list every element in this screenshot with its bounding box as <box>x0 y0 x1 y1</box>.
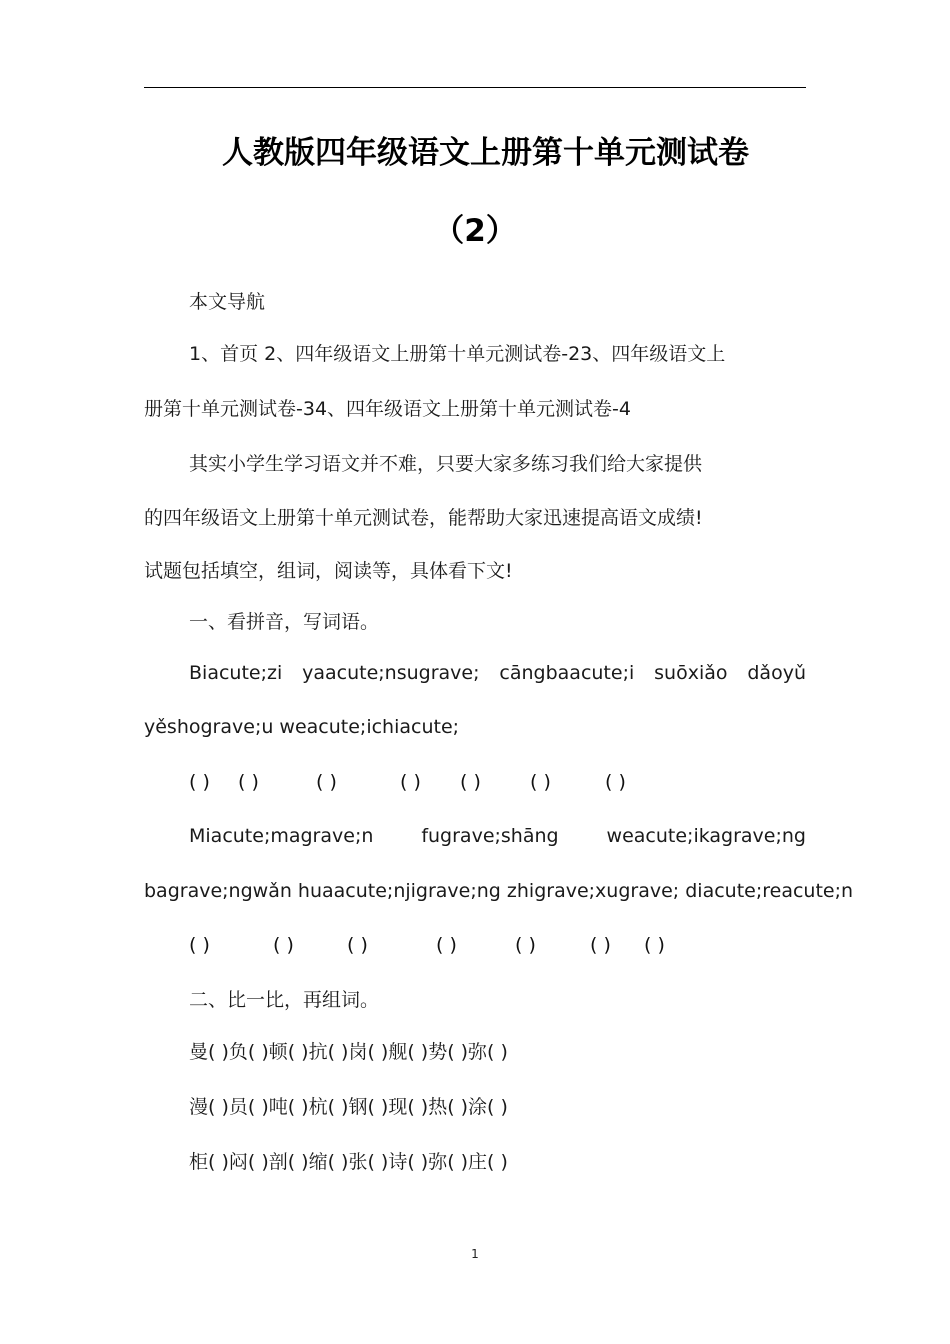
answer-blank: ( ) <box>347 934 368 956</box>
answer-blank: ( ) <box>316 771 337 793</box>
answer-blank: ( ) <box>605 771 626 793</box>
answer-blank: ( ) <box>436 934 457 956</box>
pinyin-item: dǎoyǔ <box>747 662 806 684</box>
pinyin-row1-line1 <box>144 660 806 686</box>
nav-links-line1: 1、首页 2、四年级语文上册第十单元测试卷-23、四年级语文上 <box>189 343 726 365</box>
document-title-line2: （2） <box>433 213 517 249</box>
section1-heading: 一、看拼音，写词语。 <box>189 611 380 633</box>
pinyin-row2-line2: bagrave;ngwǎn huaacute;njigrave;ng zhigrave;xugrave; diacute;reacute;n <box>144 880 854 902</box>
header-rule <box>144 87 806 88</box>
pinyin-item: yaacute;nsugrave; <box>302 662 480 684</box>
pinyin-row2-line1 <box>144 823 806 849</box>
pinyin-item: Biacute;zi <box>189 662 283 684</box>
answer-blank: ( ) <box>273 934 294 956</box>
answer-blank: ( ) <box>238 771 259 793</box>
word-group-row2: 漫( )员( )吨( )杭( )钢( )现( )热( )涂( ) <box>189 1096 508 1118</box>
document-title-line1: 人教版四年级语文上册第十单元测试卷 <box>222 135 749 171</box>
page-number: 1 <box>471 1247 479 1261</box>
nav-heading: 本文导航 <box>189 291 266 313</box>
answer-blank: ( ) <box>515 934 536 956</box>
intro-line2: 的四年级语文上册第十单元测试卷，能帮助大家迅速提高语文成绩! <box>144 507 703 529</box>
answer-blank: ( ) <box>530 771 551 793</box>
answer-blank: ( ) <box>590 934 611 956</box>
answer-blank: ( ) <box>189 934 210 956</box>
answer-blank: ( ) <box>460 771 481 793</box>
answer-blank: ( ) <box>644 934 665 956</box>
pinyin-item: Miacute;magrave;n <box>189 825 374 847</box>
pinyin-item: cāngbaacute;i <box>499 662 635 684</box>
pinyin-row1-line2: yěshograve;u weacute;ichiacute; <box>144 716 460 738</box>
answer-blank: ( ) <box>189 771 210 793</box>
pinyin-item: weacute;ikagrave;ng <box>606 825 806 847</box>
pinyin-item: suōxiǎo <box>654 662 728 684</box>
intro-line1: 其实小学生学习语文并不难，只要大家多练习我们给大家提供 <box>189 453 703 475</box>
pinyin-item: fugrave;shāng <box>421 825 559 847</box>
word-group-row1: 曼( )负( )顿( )抗( )岗( )舰( )势( )弥( ) <box>189 1041 508 1063</box>
intro-line3: 试题包括填空，组词，阅读等，具体看下文! <box>144 560 513 582</box>
nav-links-line2: 册第十单元测试卷-34、四年级语文上册第十单元测试卷-4 <box>144 398 631 420</box>
answer-blank: ( ) <box>400 771 421 793</box>
answer-blanks-row2 <box>144 932 806 958</box>
word-group-row3: 柜( )闷( )剖( )缩( )张( )诗( )弥( )庄( ) <box>189 1151 508 1173</box>
section2-heading: 二、比一比，再组词。 <box>189 989 380 1011</box>
answer-blanks-row1 <box>144 769 806 795</box>
